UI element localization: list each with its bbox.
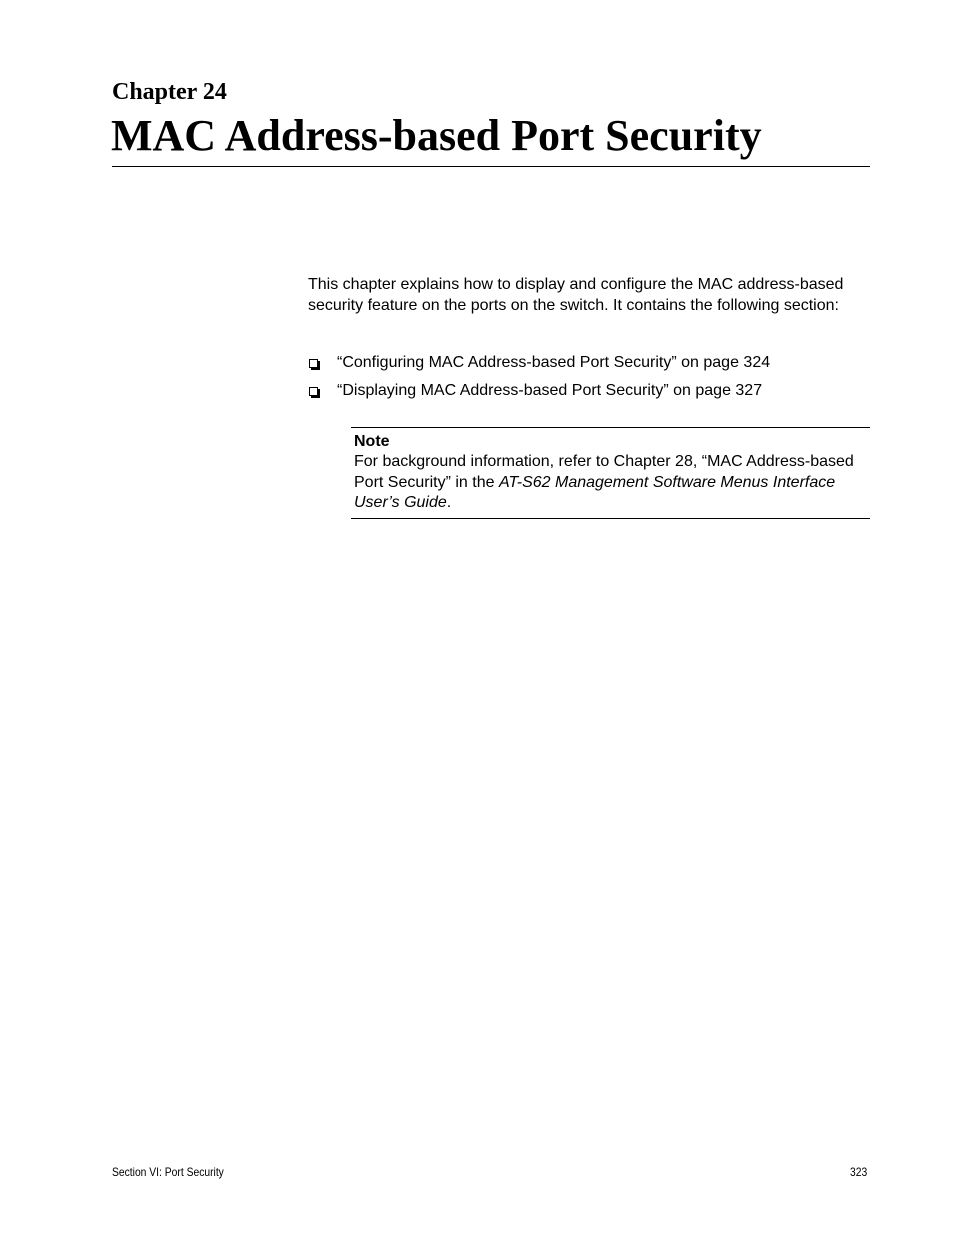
list-item[interactable] <box>308 353 870 381</box>
list-item[interactable] <box>308 381 870 409</box>
note-guide-title: AT-S62 Management Software Menus Interface User’s Guide <box>354 473 836 511</box>
footer-page-number: 323 <box>850 1165 868 1179</box>
note-text-before: For background information, refer to Chapter 28, “MAC Address-based Port Security” in the <box>354 453 854 491</box>
square-bullet-icon <box>309 359 318 368</box>
note-text <box>354 452 870 514</box>
chapter-title: MAC Address-based Port Security <box>111 111 762 160</box>
footer-section: Section VI: Port Security <box>112 1165 224 1179</box>
note-heading: Note <box>354 433 390 450</box>
intro-paragraph: This chapter explains how to display and configure the MAC address-based security feature on the ports on the switch. It contains the following section: <box>308 276 844 314</box>
chapter-label: Chapter 24 <box>112 79 227 105</box>
section-list <box>308 353 870 409</box>
square-bullet-icon <box>309 387 318 396</box>
list-item-link[interactable]: “Displaying MAC Address-based Port Security” on page 327 <box>337 382 763 399</box>
note-box <box>351 427 870 519</box>
note-text-after: . <box>446 494 452 511</box>
title-divider <box>112 166 870 167</box>
list-item-link[interactable]: “Configuring MAC Address-based Port Security” on page 324 <box>337 354 771 371</box>
